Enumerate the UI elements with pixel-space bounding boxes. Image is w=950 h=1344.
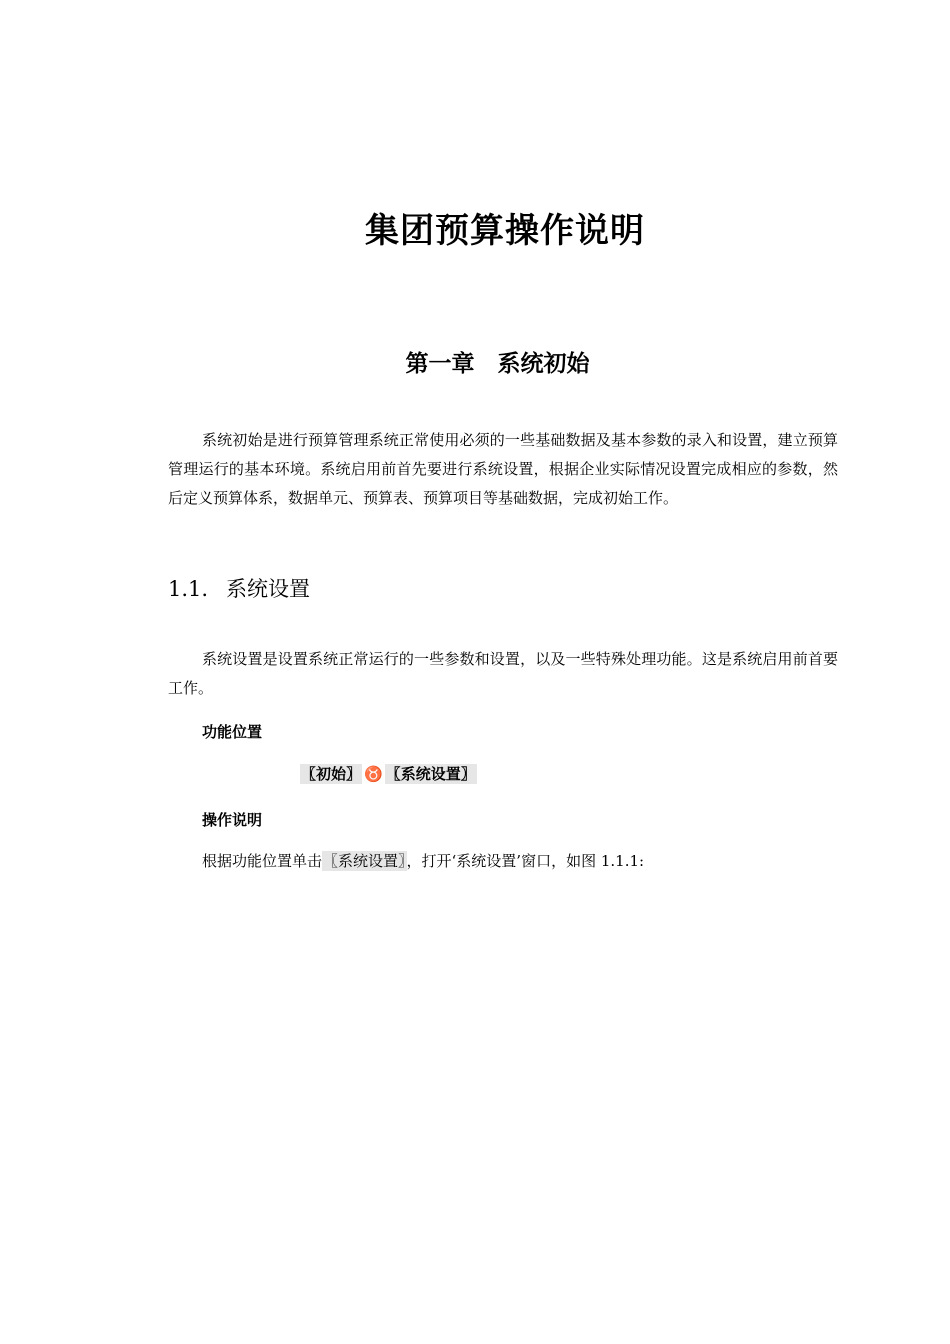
section-number: 1.1. (168, 577, 209, 601)
section-title: 系统设置 (226, 577, 310, 601)
instruction-highlight: 〖系统设置〗 (323, 852, 406, 870)
menu-path (300, 763, 477, 784)
menu-path-init: 〖初始〗 (301, 765, 362, 783)
menu-path-system-settings: 〖系统设置〗 (385, 765, 476, 783)
path-separator-icon: ♉ (364, 765, 383, 783)
section-paragraph: 系统设置是设置系统正常运行的一些参数和设置，以及一些特殊处理功能。这是系统启用前首要工作。 (168, 650, 838, 697)
instruction-prefix: 根据功能位置单击 (202, 852, 323, 870)
instruction-suffix: ，打开‘系统设置’窗口，如图 1.1.1: (406, 852, 645, 870)
operation-label: 操作说明 (202, 811, 263, 829)
instruction-text (202, 850, 644, 871)
chapter-heading: 第一章 系统初始 (405, 350, 590, 377)
document-title: 集团预算操作说明 (365, 211, 645, 251)
intro-paragraph: 系统初始是进行预算管理系统正常使用必须的一些基础数据及基本参数的录入和设置，建立预算管理运行的基本环境。系统启用前首先要进行系统设置，根据企业实际情况设置完成相应的参数，然后定义预算体系，数据单元、预算表、预算项目等基础数据，完成初始工作。 (168, 431, 838, 507)
section-heading (168, 573, 310, 603)
function-location-label: 功能位置 (202, 723, 263, 741)
